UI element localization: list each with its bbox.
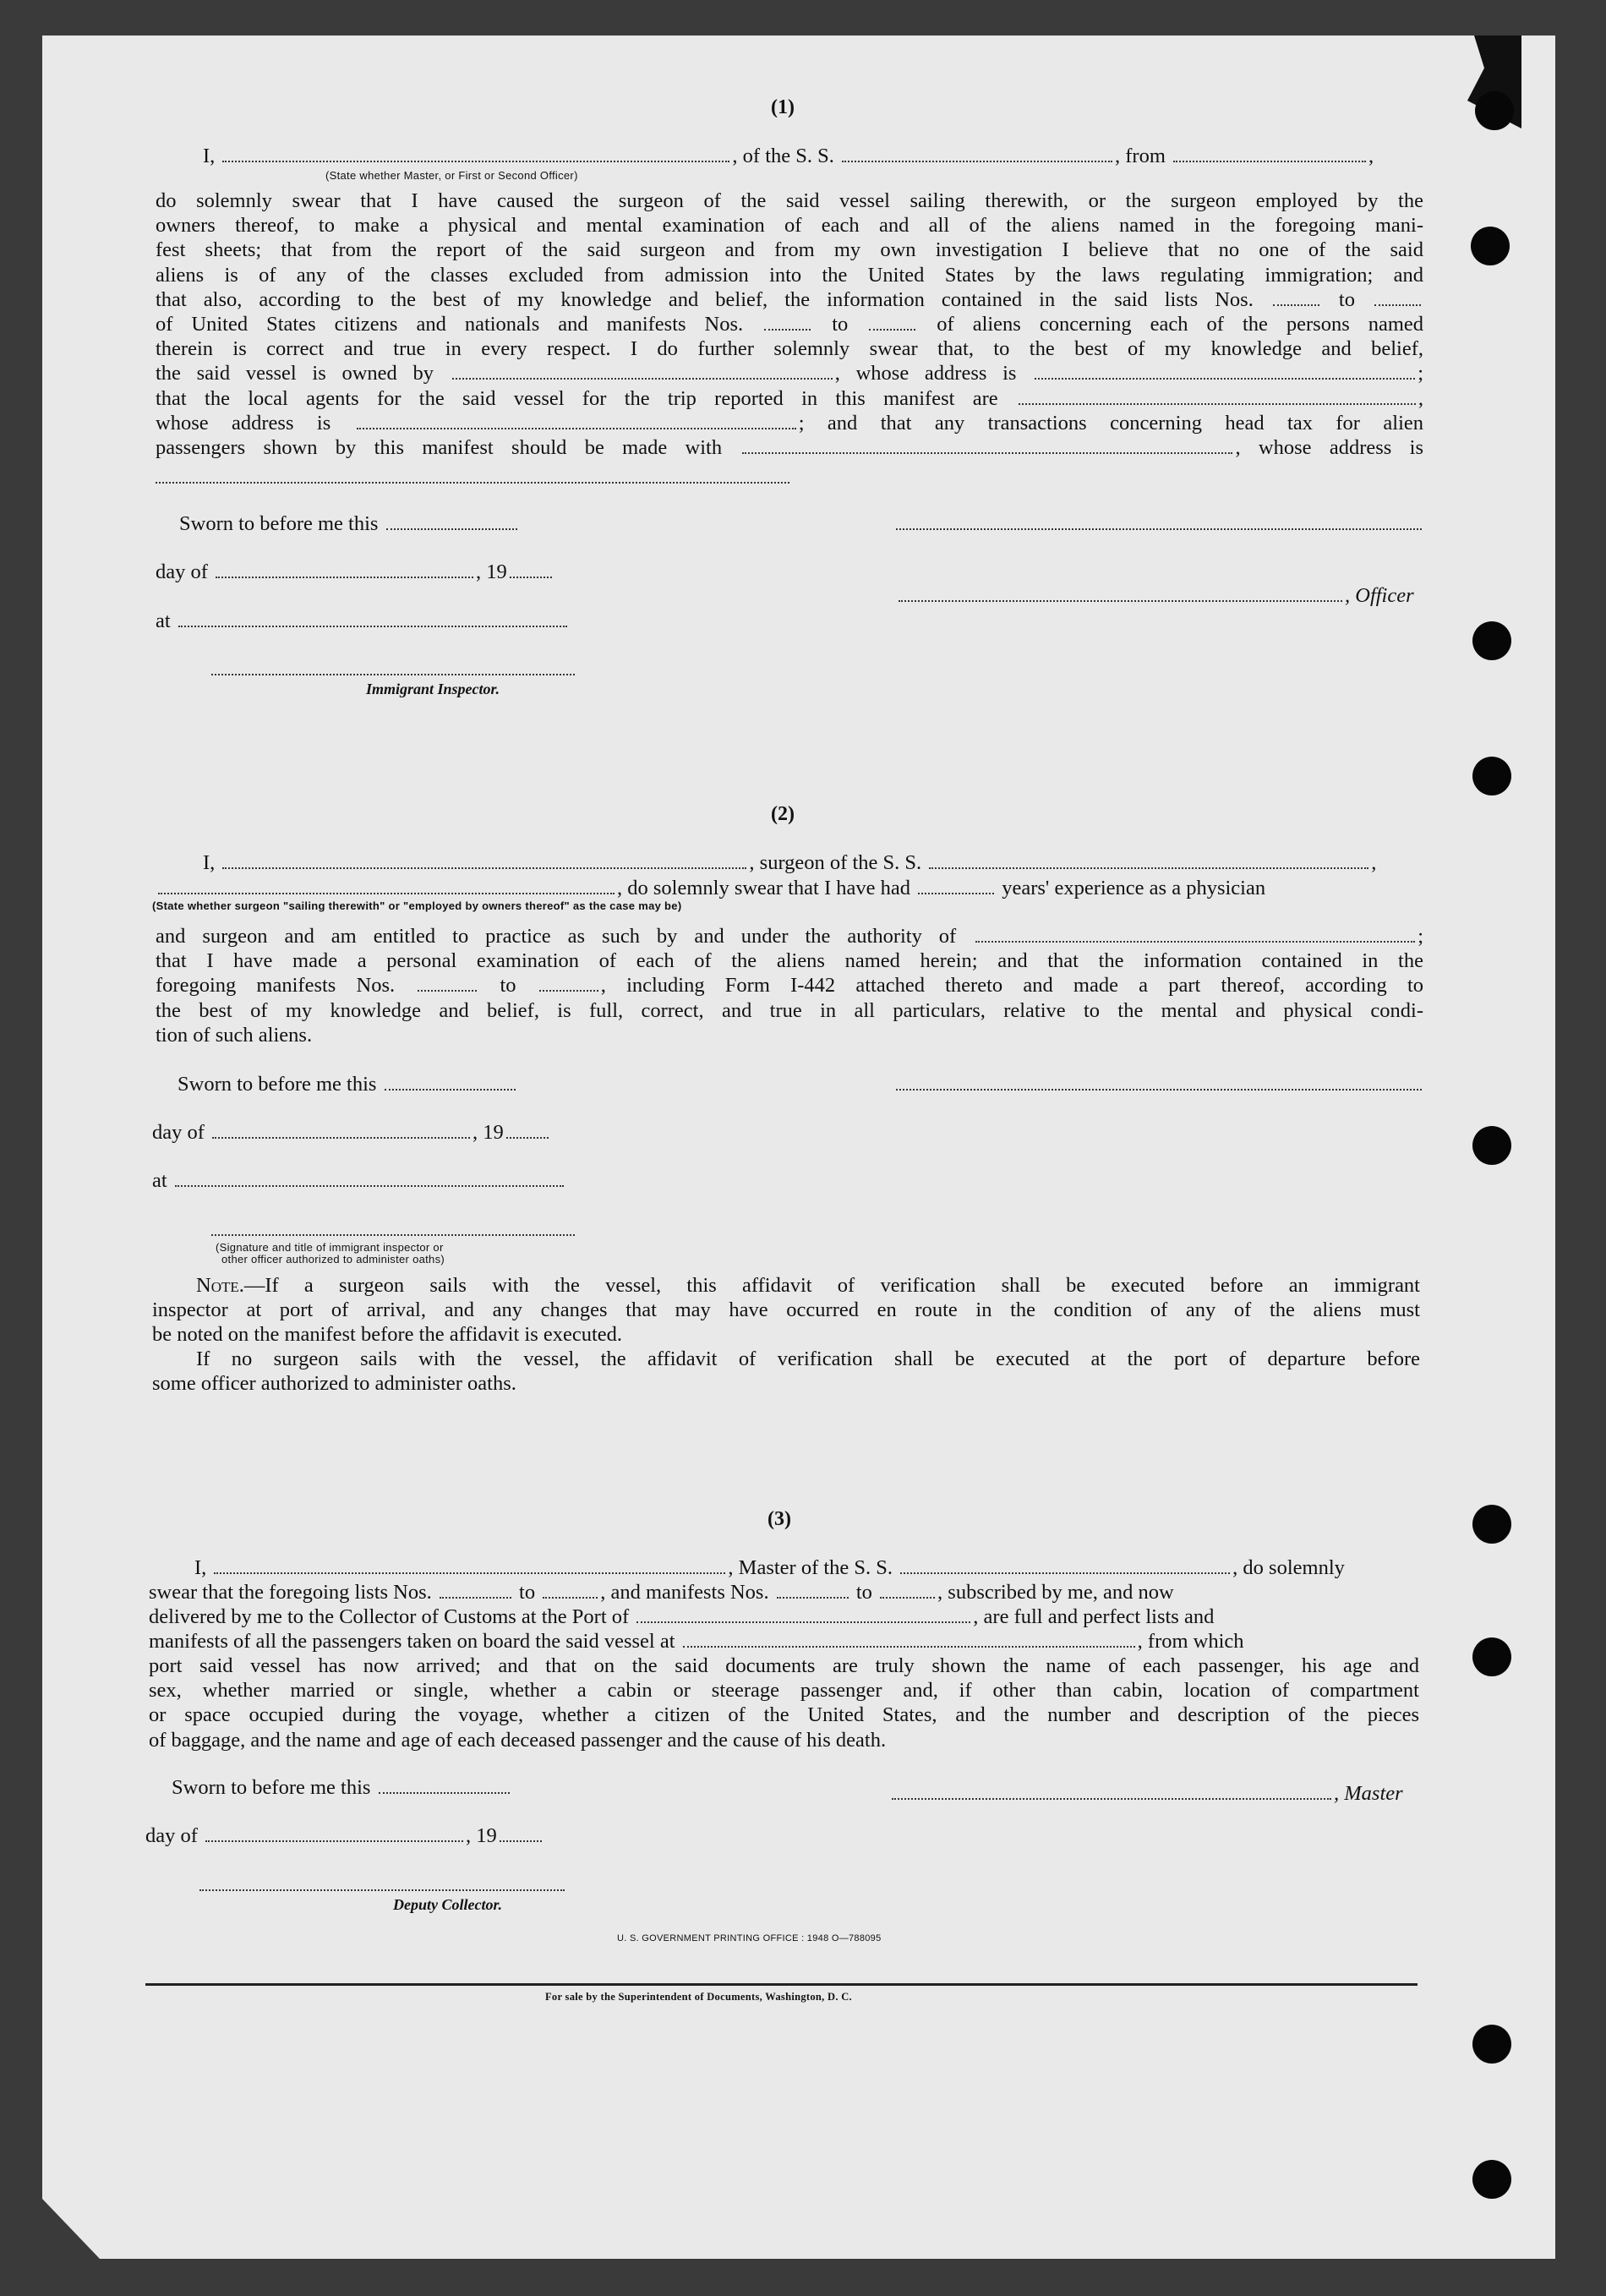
label-surgeon-of: , surgeon of the S. S. [749,851,922,874]
para-line: , and manifests Nos. [600,1581,769,1604]
address-continuation-field[interactable] [156,482,789,484]
section-1-number: (1) [771,96,795,118]
from-port-field[interactable] [1173,147,1366,162]
surgeon-signature-field[interactable] [896,1089,1422,1091]
section-3-line-2 [149,1580,1174,1604]
label-sworn: Sworn to before me this [172,1776,371,1799]
place-field[interactable] [178,612,567,627]
surgeon-status-hint: (State whether surgeon "sailing therewith" or "employed by owners thereof" as the case may be) [152,899,682,912]
note-line [152,1273,1420,1298]
year-field[interactable] [506,1123,549,1139]
para-line: or space occupied during the voyage, whether a citizen of the United States, and the number and description of the pieces [149,1703,1419,1727]
para-line-agent-address [156,411,1423,435]
para-line: therein is correct and true in every respect. I do further solemnly swear that, to the best of my knowledge and belief, [156,337,1423,361]
manifest-no-to-field[interactable] [539,976,598,992]
head-tax-party-field[interactable] [742,439,1232,454]
list-no-from-field[interactable] [1273,291,1319,306]
para-line: that the local agents for the said vessel for the trip reported in this manifest are [156,386,998,410]
para-line: , subscribed by me, and now [937,1581,1174,1604]
para-line: do solemnly swear that I have caused the surgeon of the said vessel sailing therewith, or the surgeon employed by the [156,189,1423,212]
label-to: to [519,1581,536,1604]
label-whose-address: , whose address is [834,362,1017,385]
year-field[interactable] [510,563,552,578]
label-i: I, [203,145,216,167]
punch-hole [1472,1505,1511,1544]
officer-hint: (State whether Master, or First or Second Officer) [325,169,578,182]
manifest-no-from-field[interactable] [777,1583,849,1599]
immigrant-inspector-caption: Immigrant Inspector. [366,681,500,697]
agents-field[interactable] [1019,390,1416,405]
port-field[interactable] [636,1608,970,1623]
para-line: foregoing manifests Nos. [156,974,396,998]
at-line-2 [152,1168,566,1193]
para-line-manifests [156,973,1423,998]
label-to: to [500,974,516,998]
semicolon: ; [1418,362,1424,385]
para-line: of baggage, and the name and age of each deceased passenger and the cause of his death. [149,1728,887,1752]
section-2-paragraph [156,924,1423,1047]
manifest-no-to-field[interactable] [880,1583,935,1599]
label-master: , Master [1334,1782,1403,1805]
day-of-line-3 [145,1823,544,1848]
master-signature-line [889,1781,1403,1806]
boarding-port-field[interactable] [683,1632,1135,1648]
month-field[interactable] [212,1123,470,1139]
para-line: owners thereof, to make a physical and mental examination of each and all of the aliens named in the foregoing mani- [156,214,1423,238]
para-line: delivered by me to the Collector of Customs at the Port of [149,1605,630,1628]
bottom-rule [145,1983,1418,1986]
label-master-of: , Master of the S. S. [728,1556,893,1579]
para-line: port said vessel has now arrived; and that on the said documents are truly shown the name of each passenger, his age and [149,1654,1419,1677]
label-day-of: day of [156,560,208,583]
surgeon-name-field[interactable] [222,854,746,869]
punch-hole [1472,757,1511,795]
section-3-line-1 [194,1555,1345,1580]
para-line: fest sheets; that from the report of the said surgeon and from my own investigation I believe that no one of the said [156,238,1423,262]
vessel-name-field[interactable] [900,1559,1230,1574]
manifest-no-to-field[interactable] [869,315,915,331]
master-name-field[interactable] [214,1559,725,1574]
para-line: tion of such aliens. [156,1023,313,1047]
list-no-from-field[interactable] [440,1583,511,1599]
label-whose-address: , whose address is [1235,436,1424,460]
punch-hole [1472,621,1511,660]
section-3-line-4 [149,1629,1244,1654]
para-line: sex, whether married or single, whether a cabin or steerage passenger and, if other than cabin, location of compartment [149,1679,1419,1703]
signature-hint-1: (Signature and title of immigrant inspector or [216,1241,444,1254]
master-signature-field[interactable] [892,1785,1331,1800]
years-field[interactable] [918,879,994,894]
label-sworn: Sworn to before me this [179,512,379,535]
para-line: aliens is of any of the classes excluded from admission into the United States by the laws regulating immigration; and [156,263,1423,287]
section-3-line-3 [149,1604,1214,1629]
inspector-signature-field[interactable] [211,674,575,675]
label-sworn: Sworn to before me this [178,1073,377,1096]
label-of-ss: , of the S. S. [732,145,834,167]
label-from: , from [1115,145,1166,167]
note-paragraph [152,1273,1420,1396]
label-at: at [152,1169,167,1192]
label-swear: , do solemnly swear that I have had [617,877,910,899]
note-line: If no surgeon sails with the vessel, the affidavit of verification shall be executed at the port of departure before [196,1348,1420,1370]
owner-field[interactable] [452,364,833,380]
para-line: passengers shown by this manifest should be made with [156,436,723,460]
semicolon: ; [1418,925,1424,948]
section-2-number: (2) [771,803,795,825]
sworn-line-1 [179,511,520,536]
para-line-lists [156,287,1423,312]
agent-address-field[interactable] [357,414,796,429]
sworn-day-field[interactable] [386,515,517,530]
para-line-manifests [156,312,1423,336]
note-label: Note. [196,1274,244,1297]
para-line-agents: that the local agents for the said vessel for the trip reported in this manifest are , [156,386,1424,410]
label-years: years' experience as a physician [1002,877,1266,899]
vessel-name-field[interactable] [842,147,1112,162]
para-line: that I have made a personal examination of each of the aliens named herein; and that the information contained in the [156,949,1423,973]
label-to: to [1338,287,1355,311]
para-line: , from which [1137,1630,1244,1653]
authority-field[interactable] [975,927,1415,943]
para-line: , including Form I-442 attached thereto and made a part thereof, according to [600,974,1423,998]
label-i: I, [194,1556,207,1579]
label-year-prefix: , 19 [473,1121,504,1144]
officer-title-line [896,583,1414,608]
sworn-day-field[interactable] [385,1075,516,1091]
surgeon-status-field[interactable] [158,879,615,894]
label-i: I, [203,851,216,874]
comma: , [1368,145,1374,167]
printer-imprint: U. S. GOVERNMENT PRINTING OFFICE : 1948 O—788095 [617,1933,882,1943]
month-field[interactable] [205,1827,463,1842]
para-line: the said vessel is owned by [156,362,434,385]
section-2-line-1 [203,850,1376,875]
punch-hole [1471,227,1510,265]
punch-hole [1472,1637,1511,1676]
note-line: inspector at port of arrival, and any changes that may have occurred en route in the condition of any of the aliens must [152,1298,1420,1321]
note-line: be noted on the manifest before the affidavit is executed. [152,1323,623,1346]
para-line: of United States citizens and nationals and manifests Nos. [156,313,744,336]
sale-notice: For sale by the Superintendent of Documents, Washington, D. C. [545,1991,852,2003]
label-year-prefix: , 19 [466,1824,497,1847]
label-do-solemnly: , do solemnly [1232,1556,1345,1579]
punch-hole [1472,1126,1511,1165]
section-2-line-2 [156,876,1265,900]
label-officer: , Officer [1345,584,1414,607]
place-field[interactable] [175,1172,564,1187]
at-line-1 [156,609,570,633]
punch-hole [1475,91,1514,130]
note-text: —If a surgeon sails with the vessel, this affidavit of verification shall be executed before an immigrant [243,1274,1420,1297]
officer-signature-field[interactable] [896,528,1422,530]
para-line: and surgeon and am entitled to practice as such by and under the authority of [156,925,957,948]
sworn-line-3 [172,1775,512,1800]
punch-hole [1472,2160,1511,2199]
para-line: that also, according to the best of my knowledge and belief, the information contained in the said lists Nos. [156,287,1254,311]
para-line: the best of my knowledge and belief, is full, correct, and true in all particulars, relative to the mental and physical condi- [156,998,1423,1022]
section-3-number: (3) [767,1508,791,1530]
para-line: whose address is [156,411,331,435]
list-no-to-field[interactable] [1374,291,1421,306]
para-line: ; and that any transactions concerning head tax for alien [798,411,1423,435]
list-no-to-field[interactable] [543,1583,598,1599]
para-line: swear that the foregoing lists Nos. [149,1581,432,1604]
para-line-head-tax [156,435,1423,460]
day-of-line-2 [152,1120,551,1145]
month-field[interactable] [216,563,473,578]
officer-name-field[interactable] [222,147,729,162]
sworn-day-field[interactable] [379,1779,510,1794]
para-line-authority [156,924,1423,948]
label-year-prefix: , 19 [476,560,507,583]
label-day-of: day of [145,1824,198,1847]
label-to: to [855,1581,872,1604]
vessel-name-field[interactable] [929,854,1368,869]
deputy-collector-caption: Deputy Collector. [393,1896,502,1913]
label-to: to [832,313,849,336]
label-at: at [156,610,171,632]
signature-hint-2: other officer authorized to administer oaths) [221,1253,445,1266]
year-field[interactable] [500,1827,542,1842]
manifest-no-from-field[interactable] [418,976,477,992]
punch-hole [1472,2025,1511,2064]
day-of-line-1 [156,560,554,584]
section-1-paragraph [156,189,1423,460]
para-line: , are full and perfect lists and [973,1605,1215,1628]
owner-address-field[interactable] [1035,364,1415,380]
sworn-line-2 [178,1072,518,1096]
section-1-line-1 [203,144,1424,168]
officer-title-field[interactable] [899,587,1342,602]
note-line: some officer authorized to administer oaths. [152,1372,516,1395]
para-line-owner [156,361,1423,385]
comma: , [1371,851,1377,874]
label-day-of: day of [152,1121,205,1144]
manifest-no-from-field[interactable] [764,315,811,331]
para-line: manifests of all the passengers taken on board the said vessel at [149,1630,675,1653]
section-3-paragraph [149,1654,1419,1752]
authorized-officer-signature-field[interactable] [211,1234,575,1236]
para-line: of aliens concerning each of the persons named [937,313,1424,336]
deputy-collector-signature-field[interactable] [199,1889,565,1891]
